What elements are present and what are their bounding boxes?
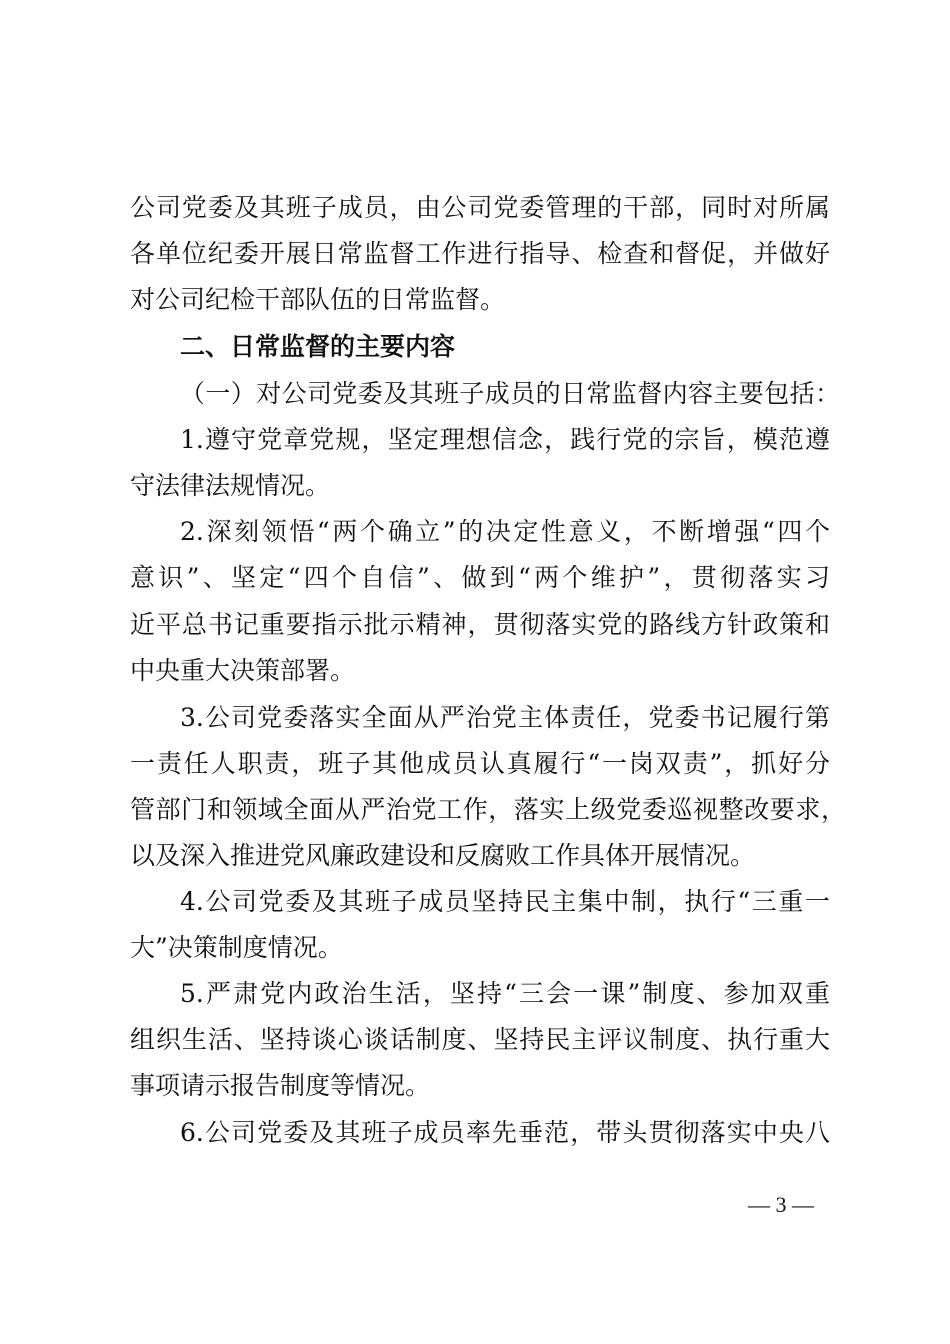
item-6-line-1: 6.公司党委及其班子成员率先垂范，带头贯彻落实中央八: [180, 1118, 830, 1147]
item-4-line-1: 4.公司党委及其班子成员坚持民主集中制，执行“三重一: [180, 887, 830, 916]
item-3-line-4: 以及深入推进党风廉政建设和反腐败工作具体开展情况。: [130, 841, 756, 870]
intro-line-3: 对公司纪检干部队伍的日常监督。: [130, 285, 506, 314]
item-1-line-2: 守法律法规情况。: [130, 471, 331, 500]
subsection-title: （一）对公司党委及其班子成员的日常监督内容主要包括：: [180, 379, 840, 408]
item-2-line-4: 中央重大决策部署。: [130, 656, 356, 685]
intro-line-2: 各单位纪委开展日常监督工作进行指导、检查和督促，并做好: [130, 239, 830, 268]
page-number: — 3 —: [748, 1192, 814, 1217]
item-3-line-3: 管部门和领域全面从严治党工作，落实上级党委巡视整改要求，: [130, 795, 846, 824]
section-title: 二、日常监督的主要内容: [180, 332, 456, 361]
item-5-line-1: 5.严肃党内政治生活，坚持“三会一课”制度、参加双重: [180, 979, 830, 1008]
intro-line-1: 公司党委及其班子成员，由公司党委管理的干部，同时对所属: [130, 193, 830, 222]
item-2-line-1: 2.深刻领悟“两个确立”的决定性意义，不断增强“四个: [180, 517, 830, 546]
item-5-line-3: 事项请示报告制度等情况。: [130, 1071, 431, 1100]
item-5-line-2: 组织生活、坚持谈心谈话制度、坚持民主评议制度、执行重大: [130, 1025, 830, 1054]
item-3-line-2: 一责任人职责，班子其他成员认真履行“一岗双责”，抓好分: [130, 749, 830, 778]
item-2-line-3: 近平总书记重要指示批示精神，贯彻落实党的路线方针政策和: [130, 610, 830, 639]
item-3-line-1: 3.公司党委落实全面从严治党主体责任，党委书记履行第: [180, 703, 830, 732]
item-2-line-2: 意识”、坚定“四个自信”、做到“两个维护”，贯彻落实习: [130, 563, 830, 592]
item-4-line-2: 大”决策制度情况。: [130, 933, 343, 962]
item-1-line-1: 1.遵守党章党规，坚定理想信念，践行党的宗旨，模范遵: [180, 425, 830, 454]
